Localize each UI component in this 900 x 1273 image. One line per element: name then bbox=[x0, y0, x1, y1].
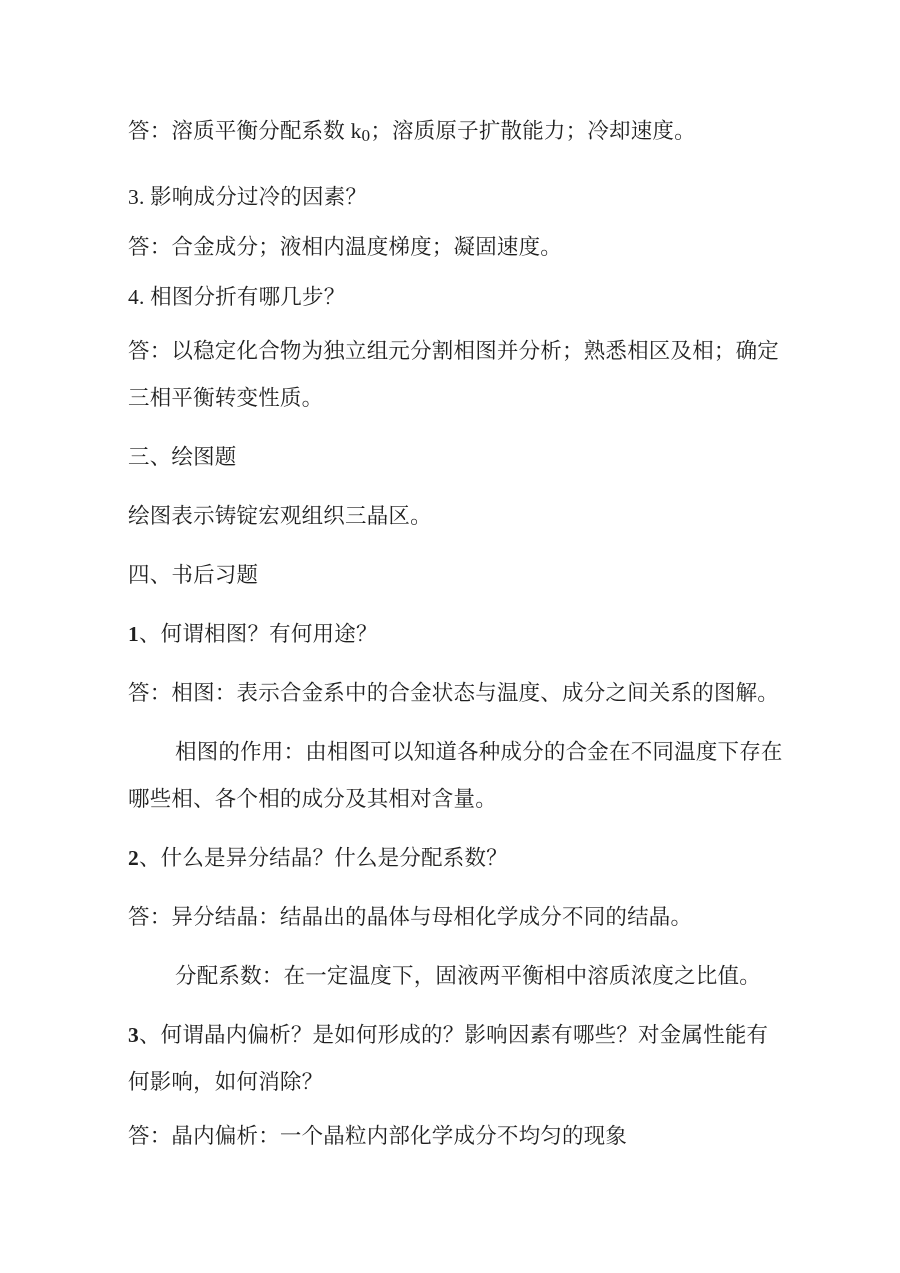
answer-q3-line bbox=[128, 235, 810, 259]
line-text: 绘图表示铸锭宏观组织三晶区。 bbox=[128, 504, 432, 528]
line-text: 、何谓相图？有何用途？ bbox=[138, 622, 378, 646]
line-text: 答：合金成分；液相内温度梯度；凝固速度。 bbox=[128, 235, 563, 259]
line-text: 答：溶质平衡分配系数 k bbox=[128, 119, 362, 143]
line-text: 何影响，如何消除？ bbox=[128, 1070, 324, 1094]
exercise-3-question-line-1 bbox=[128, 1023, 810, 1047]
exercise-1-answer-note-line-1 bbox=[128, 740, 810, 764]
line-text: 四、书后习题 bbox=[128, 563, 259, 587]
exercise-2-answer-line bbox=[128, 905, 810, 929]
line-text: 、什么是异分结晶？什么是分配系数？ bbox=[138, 846, 508, 870]
line-text: 三相平衡转变性质。 bbox=[128, 386, 324, 410]
exercise-2-answer-note-line bbox=[128, 964, 810, 988]
exercise-3-answer-line bbox=[128, 1124, 810, 1148]
answer-q2-line bbox=[128, 119, 810, 143]
line-text: ；溶质原子扩散能力；冷却速度。 bbox=[370, 119, 696, 143]
exercise-2-question-line bbox=[128, 846, 810, 870]
question-number: 2 bbox=[128, 846, 139, 870]
line-text: 答：相图：表示合金系中的合金状态与温度、成分之间关系的图解。 bbox=[128, 681, 780, 705]
question-number: 1 bbox=[128, 622, 139, 646]
section-3-heading bbox=[128, 445, 810, 469]
line-text: 答：异分结晶：结晶出的晶体与母相化学成分不同的结晶。 bbox=[128, 905, 693, 929]
question-4-line bbox=[128, 285, 810, 309]
section-4-heading bbox=[128, 563, 810, 587]
exercise-1-answer-line bbox=[128, 681, 810, 705]
subscript-zero: 0 bbox=[361, 126, 371, 145]
exercise-1-question-line bbox=[128, 622, 810, 646]
line-text: 答：晶内偏析：一个晶粒内部化学成分不均匀的现象 bbox=[128, 1124, 628, 1148]
line-text: 答：以稳定化合物为独立组元分割相图并分析；熟悉相区及相；确定 bbox=[128, 339, 780, 363]
exercise-1-answer-note-line-2 bbox=[128, 787, 810, 811]
question-number: 3 bbox=[128, 1023, 139, 1047]
question-3-line bbox=[128, 185, 810, 209]
exercise-3-question-line-2 bbox=[128, 1070, 810, 1094]
line-text: 4. 相图分折有哪几步？ bbox=[128, 285, 346, 309]
answer-q4-line-2 bbox=[128, 386, 810, 410]
line-text: 3. 影响成分过冷的因素？ bbox=[128, 185, 368, 209]
line-text: 三、绘图题 bbox=[128, 445, 237, 469]
answer-q4-line-1 bbox=[128, 339, 810, 363]
line-text: 哪些相、各个相的成分及其相对含量。 bbox=[128, 787, 497, 811]
line-text: 分配系数：在一定温度下，固液两平衡相中溶质浓度之比值。 bbox=[175, 964, 761, 988]
line-text: 、何谓晶内偏析？是如何形成的？影响因素有哪些？对金属性能有 bbox=[138, 1023, 769, 1047]
drawing-task-line bbox=[128, 504, 810, 528]
line-text: 相图的作用：由相图可以知道各种成分的合金在不同温度下存在 bbox=[175, 740, 783, 764]
